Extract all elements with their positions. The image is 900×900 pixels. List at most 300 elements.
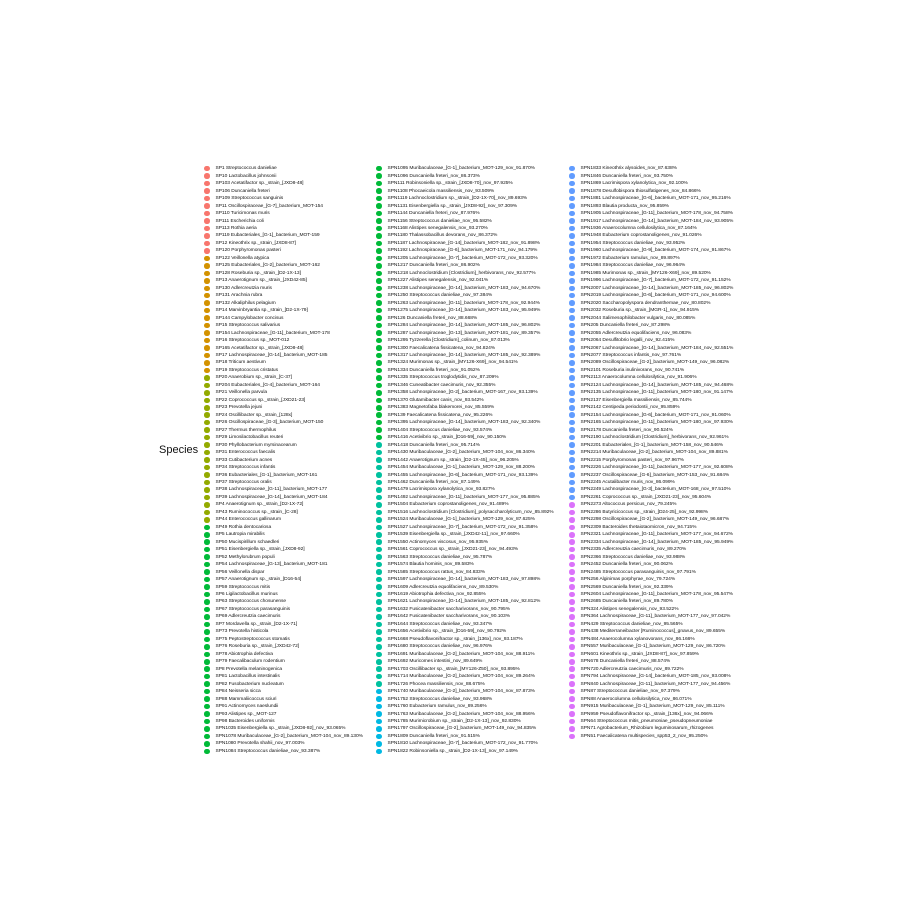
legend-entry <box>204 553 275 560</box>
legend-label: SPN324 Alistipes senegalensis_nov_93.522% <box>580 606 679 612</box>
legend-label: SP119 Eubacteriales_[G-1]_bacterium_MOT-159 <box>215 233 320 239</box>
legend-entry <box>376 277 488 284</box>
legend-swatch <box>204 286 210 292</box>
legend-label: SPN2335 Adlercreutzia caecimuris_nov_89.270% <box>580 547 687 553</box>
legend-entry <box>204 583 270 590</box>
legend-label: SP154 Lachnospiraceae_[G-11]_bacterium_MOT-178 <box>215 330 330 336</box>
legend-swatch <box>204 659 210 665</box>
legend-label: SP103 Acetatifactor sp._strain_[JXD8-48] <box>215 181 304 187</box>
legend-entry <box>204 718 275 725</box>
legend-label: SP79 Faecalibaculum rodentium <box>215 659 285 665</box>
legend-swatch <box>376 547 382 553</box>
legend-swatch <box>569 465 575 471</box>
legend-entry <box>204 486 327 493</box>
legend-swatch <box>569 203 575 209</box>
legend-label: SPN1492 Lachnospiraceae_[G-11]_bacterium_MOT-177_nov_95.885% <box>387 494 540 500</box>
legend-entry <box>204 202 323 209</box>
legend-swatch <box>204 525 210 531</box>
legend-label: SPN1585 Streptococcus rattus_nov_84.833% <box>387 569 486 575</box>
legend-swatch <box>376 450 382 456</box>
legend-swatch <box>569 256 575 262</box>
legend-label: SPN2067 Lachnospiraceae_[G-14]_bacterium_MOT-184_nov_92.551% <box>580 345 734 351</box>
legend-label: SPN2366 Streptococcus danieliae_nov_93.988% <box>580 554 686 560</box>
legend-entry <box>204 695 276 702</box>
legend-label: SPN2321 Lachnospiraceae_[G-11]_bacterium_MOT-177_nov_94.672% <box>580 532 733 538</box>
legend-entry <box>569 673 731 680</box>
legend-entry <box>569 202 669 209</box>
legend-label: SPN51 Faecalicatena multispecies_spp53_2_nov_95.250% <box>580 733 708 739</box>
legend-swatch <box>376 420 382 426</box>
legend-label: SPN438 Mediterraneibacter [Ruminococcus]_gnavus_nov_89.655% <box>580 629 726 635</box>
legend-label: SP109 Streptococcus sanguinis <box>215 196 284 202</box>
legend-label: SPN1878 Desulfobispora thiosulfatigenes_nov_84.866% <box>580 188 701 194</box>
legend-entry <box>376 292 492 299</box>
legend-label: SP6 Ligilactobacillus murinus <box>215 592 278 598</box>
legend-entry <box>569 344 733 351</box>
legend-label: SP8 Prevotella melaninogenica <box>215 666 283 672</box>
legend-label: SP24 Oscillibacter sp._strain_[128x] <box>215 412 293 418</box>
legend-label: SPN1692 Muricomes intestini_nov_89.649% <box>387 659 483 665</box>
legend-swatch <box>569 271 575 277</box>
legend-swatch <box>376 375 382 381</box>
legend-swatch <box>204 614 210 620</box>
legend-label: SPN87 Streptococcus danieliae_nov_97.379% <box>580 689 680 695</box>
legend-label: SPN2249 Lachnospiraceae_[G-3]_bacterium_MOT-168_nov_97.510% <box>580 487 731 493</box>
legend-swatch <box>376 435 382 441</box>
legend-swatch <box>204 592 210 598</box>
legend-entry <box>376 434 506 441</box>
legend-label: SPN1324 Murimonas sp._strain_[MY126-X69]_nov_94.541% <box>387 360 518 366</box>
legend-entry <box>376 240 540 247</box>
legend-swatch <box>376 345 382 351</box>
legend-swatch <box>204 405 210 411</box>
legend-swatch <box>376 338 382 344</box>
legend-entry <box>376 628 506 635</box>
legend-entry <box>376 539 488 546</box>
legend-entry <box>376 471 538 478</box>
legend-entry <box>204 576 301 583</box>
legend-entry <box>376 479 480 486</box>
legend-entry <box>569 210 733 217</box>
legend-entry <box>204 673 280 680</box>
legend-entry <box>376 329 540 336</box>
legend-swatch <box>569 584 575 590</box>
legend-entry <box>569 367 684 374</box>
legend-label: SPN2261 Coprococcus sp._strain_[JXD21-23]_nov_95.604% <box>580 494 712 500</box>
legend-swatch <box>204 719 210 725</box>
legend-label: SPN256 Alginimas porphyrae_nov_79.724% <box>580 577 676 583</box>
legend-label: SP52 Methylorubrum populi <box>215 554 275 560</box>
legend-label: SPN794 Lachnospiraceae_[G-14]_bacterium_MOT-185_nov_93.008% <box>580 674 731 680</box>
legend-swatch <box>376 173 382 179</box>
legend-entry <box>376 524 538 531</box>
legend-label: SP81 Lactobacillus intestinalis <box>215 674 280 680</box>
legend-label: SPN720 Adlercreutzia caecimuris_nov_89.722% <box>580 666 684 672</box>
legend-swatch <box>204 711 210 717</box>
legend-label: SPN1119 Lachnoclostridium sp._strain_[D2-1X-70]_nov_89.693% <box>387 196 528 202</box>
legend-label: SPN1275 Lachnospiraceae_[G-14]_bacterium_MOT-183_nov_95.949% <box>387 308 541 314</box>
legend-label: SPN1763 Muribaculaceae_[G-2]_bacterium_MOT-104_nov_88.956% <box>387 711 535 717</box>
legend-swatch <box>376 592 382 598</box>
legend-label: SPN1287 Lachnospiraceae_[G-13]_bacterium_MOT-181_nov_89.357% <box>387 330 541 336</box>
legend-label: SPN1524 Muribaculaceae_[G-1]_bacterium_MOT-129_nov_87.625% <box>387 517 535 523</box>
legend-label: SPN1418 Duncaniella freteri_nov_95.714% <box>387 442 480 448</box>
legend-label: SPN2032 Roseburia sp._strain_[MGR-1]_nov_94.915% <box>580 308 700 314</box>
legend-entry <box>569 665 684 672</box>
legend-label: SPN1217 Duncaniella freteri_nov_86.902% <box>387 263 480 269</box>
legend-entry <box>204 680 284 687</box>
legend-swatch <box>204 233 210 239</box>
legend-swatch <box>569 442 575 448</box>
legend-entry <box>569 456 684 463</box>
legend-swatch <box>204 539 210 545</box>
legend-label: SPN1917 Lachnospiraceae_[G-14]_bacterium_MOT-184_nov_93.905% <box>580 218 734 224</box>
legend-entry <box>569 471 729 478</box>
legend-label: SP204 Eubacteriales_[G-4]_bacterium_MOT-164 <box>215 382 320 388</box>
legend-label: SPN1597 Lachnospiraceae_[G-14]_bacterium_MOT-183_nov_97.898% <box>387 577 541 583</box>
legend-swatch <box>376 577 382 583</box>
legend-label: SPN1144 Duncaniella freteri_nov_87.976% <box>387 211 480 217</box>
legend-entry <box>569 337 674 344</box>
legend-entry <box>204 367 278 374</box>
legend-swatch <box>569 696 575 702</box>
legend-label: SPN2019 Lachnospiraceae_[G-6]_bacterium_MOT-171_nov_94.600% <box>580 293 731 299</box>
legend-label: SPN2685 Duncaniella freteri_nov_89.780% <box>580 599 673 605</box>
legend-label: SPN1504 Eubacterium coprostanoligenes_nov_91.489% <box>387 502 509 508</box>
legend-label: SP122 Veillonella atypica <box>215 255 270 261</box>
legend-swatch <box>569 674 575 680</box>
legend-label: SPN2334 Lachnospiraceae_[G-14]_bacterium_MOT-185_nov_95.949% <box>580 539 734 545</box>
legend-entry <box>204 374 292 381</box>
legend-entry <box>376 643 492 650</box>
legend-label: SPN1035 Eisenbergiella sp._strain_[JXD8-92]_nov_93.065% <box>215 726 346 732</box>
legend-swatch <box>204 338 210 344</box>
legend-label: SPN2215 Porphyromonas pasteri_nov_97.967% <box>580 457 684 463</box>
legend-swatch <box>376 211 382 217</box>
legend-swatch <box>376 286 382 292</box>
legend-label: SPN2165 Lachnospiraceae_[G-11]_bacterium_MOT-180_nov_97.930% <box>580 420 733 426</box>
legend-label: SP144 Campylobacter concisus <box>215 315 284 321</box>
legend-entry <box>204 591 278 598</box>
legend-swatch <box>569 450 575 456</box>
legend-label: SP38 Lachnospiraceae_[G-11]_bacterium_MOT-177 <box>215 487 328 493</box>
legend-swatch <box>376 472 382 478</box>
legend-label: SPN1936 Anaerocolumna cellulosilytica_nov_87.164% <box>580 225 697 231</box>
legend-entry <box>569 329 691 336</box>
legend-entry <box>569 314 695 321</box>
legend-entry <box>376 613 510 620</box>
legend-label: SPN1168 Alistipes senegalensis_nov_93.270% <box>387 225 488 231</box>
legend-swatch <box>204 577 210 583</box>
legend-swatch <box>569 218 575 224</box>
legend-swatch <box>204 622 210 628</box>
legend-label: SPN1833 Kineothrix alysoides_nov_87.638% <box>580 166 677 172</box>
legend-label: SP31 Enterococcus faecalis <box>215 450 276 456</box>
legend-entry <box>376 703 487 710</box>
legend-label: SPN1809 Duncaniella freteri_nov_91.515% <box>387 733 480 739</box>
legend-entry <box>376 426 492 433</box>
legend-label: SPN2569 Duncaniella freteri_nov_92.339% <box>580 584 673 590</box>
legend-label: SP113 Rothia aeria <box>215 225 257 231</box>
legend-label: SPN2178 Duncaniella freteri_nov_90.524% <box>580 427 673 433</box>
legend-swatch <box>204 166 210 172</box>
legend-swatch <box>204 293 210 299</box>
legend-entry <box>376 464 535 471</box>
legend-label: SPN1205 Lachnospiraceae_[G-7]_bacterium_MOT-172_nov_93.320% <box>387 255 538 261</box>
legend-swatch <box>569 345 575 351</box>
legend-entry <box>376 322 540 329</box>
legend-swatch <box>376 689 382 695</box>
legend-label: SP21 Veillonella parvula <box>215 390 268 396</box>
legend-label: SP11 Oscillospiraceae_[G-7]_bacterium_MOT-154 <box>215 203 323 209</box>
legend-label: SP27 Thermus thermophilus <box>215 427 277 433</box>
legend-swatch <box>376 457 382 463</box>
legend-swatch <box>569 375 575 381</box>
legend-entry <box>376 172 480 179</box>
legend-label: SP131 Arachnia rubra <box>215 293 263 299</box>
legend-swatch <box>376 652 382 658</box>
legend-swatch <box>569 614 575 620</box>
legend-label: SPN1462 Duncaniella freteri_nov_87.149% <box>387 479 480 485</box>
legend-entry <box>569 359 729 366</box>
legend-swatch <box>569 577 575 583</box>
legend-swatch <box>376 734 382 740</box>
legend-label: SP50 Mucispirillum schaedleri <box>215 539 280 545</box>
legend-entry <box>204 217 264 224</box>
legend-swatch <box>376 741 382 747</box>
legend-swatch <box>569 607 575 613</box>
legend-entry <box>376 187 494 194</box>
legend-label: SPN840 Lachnospiraceae_[G-11]_bacterium_MOT-177_nov_94.456% <box>580 681 731 687</box>
legend-swatch <box>569 412 575 418</box>
legend-label: SP59 Streptococcus mitis <box>215 584 271 590</box>
legend-label: SPN2298 Oscillospiraceae_[G-2]_bacterium_MOT-149_nov_96.687% <box>580 517 730 523</box>
legend-entry <box>204 524 271 531</box>
legend-label: SP57 Anaerotignum sp._strain_[D16-54] <box>215 577 302 583</box>
legend-swatch <box>569 525 575 531</box>
legend-label: SPN1797 Oscillospiraceae_[G-2]_bacterium_MOT-149_nov_94.835% <box>387 726 537 732</box>
legend-label: SP5 Lautropia mirabilis <box>215 532 265 538</box>
legend-label: SP98 Bacteroides uniformis <box>215 719 275 724</box>
legend-label: SPN1668 Pseudoflavonifractor sp._strain_[136x]_nov_93.187% <box>387 636 523 642</box>
legend-label: SPN2245 Acutalibacter muris_nov_86.099% <box>580 479 675 485</box>
legend-entry <box>569 598 673 605</box>
legend-entry <box>376 501 509 508</box>
legend-label: SPN1078 Muribaculaceae_[G-2]_bacterium_MOT-104_nov_89.130% <box>215 733 363 739</box>
legend-entry <box>204 322 280 329</box>
legend-label: SPN1395 Lachnospiraceae_[G-14]_bacterium_MOT-183_nov_92.340% <box>387 420 541 426</box>
legend-swatch <box>376 330 382 336</box>
legend-entry <box>569 583 673 590</box>
legend-label: SP69 Adlercreutzia caecimuris <box>215 614 281 620</box>
legend-swatch <box>376 368 382 374</box>
legend-entry <box>376 651 535 658</box>
legend-swatch <box>569 659 575 665</box>
legend-label: SP29 Limosilactobacillus reuteri <box>215 435 284 441</box>
legend-swatch <box>204 345 210 351</box>
legend-entry <box>569 195 731 202</box>
legend-swatch <box>376 607 382 613</box>
legend-label: SPN1084 Streptococcus danieliae_nov_93.387% <box>215 748 321 754</box>
legend-label: SPN1404 Streptococcus danieliae_nov_93.574% <box>387 427 493 433</box>
legend-entry <box>204 180 303 187</box>
legend-entry <box>569 501 676 508</box>
legend-swatch <box>204 256 210 262</box>
legend-swatch <box>376 666 382 672</box>
legend-label: SPN64 Streptococcus mitis_pneumoniae_pseudopneumoniae <box>580 719 713 724</box>
legend-swatch <box>204 666 210 672</box>
legend-entry <box>569 307 699 314</box>
legend-entry <box>569 225 697 232</box>
legend-swatch <box>569 315 575 321</box>
legend-swatch <box>569 510 575 516</box>
legend-swatch <box>204 360 210 366</box>
legend-label: SP88 Mammaliicoccus sciuri <box>215 696 277 702</box>
legend-swatch <box>376 315 382 321</box>
legend-label: SPN1539 Eisenbergiella sp._strain_[JXD42-11]_nov_97.660% <box>387 532 520 538</box>
legend-label: SPN2113 Anaerocolumna cellulosilytica_nov_91.906% <box>580 375 697 381</box>
legend-label: SP110 Turicimonas muris <box>215 211 270 217</box>
legend-swatch <box>569 383 575 389</box>
legend-swatch <box>204 248 210 254</box>
legend-label: SP44 Enterococcus gallinarum <box>215 517 281 523</box>
legend-swatch <box>376 383 382 389</box>
legend-label: SP120 Porphyromonas pasteri <box>215 248 281 254</box>
legend-label: SPN1479 Lacrimispora xylanolytica_nov_93.827% <box>387 487 495 493</box>
legend-entry <box>204 643 299 650</box>
legend-entry <box>376 397 484 404</box>
legend-swatch <box>569 278 575 284</box>
legend-entry <box>376 337 510 344</box>
legend-label: SP125 Eubacteriales_[G-2]_bacterium_MOT-162 <box>215 263 320 269</box>
legend-label: SPN1080 Prevotella shahii_nov_97.003% <box>215 741 305 747</box>
legend-label: SPN1954 Streptococcus danieliae_nov_93.952% <box>580 240 686 246</box>
legend-swatch <box>376 427 382 433</box>
legend-label: SPN2101 Roseburia inulinivorans_nov_90.741% <box>580 367 685 373</box>
legend-entry <box>376 307 540 314</box>
legend-swatch <box>569 629 575 635</box>
legend-entry <box>569 546 686 553</box>
legend-swatch <box>569 181 575 187</box>
legend-label: SP13 Anaerotignum sp._strain_[JXD42-85] <box>215 278 307 284</box>
legend-label: SP84 Neisseria sicca <box>215 689 261 695</box>
legend-label: SPN1383 Magnetofaba blakemorei_nov_85.559% <box>387 405 495 411</box>
legend-label: SPN71 Agrobacterium_Rhizobium leguminosarum_rhizogenes <box>580 726 714 732</box>
legend-swatch <box>569 599 575 605</box>
legend-swatch <box>204 457 210 463</box>
legend-label: SPN2007 Lachnospiraceae_[G-14]_bacterium_MOT-185_nov_96.802% <box>580 285 734 291</box>
legend-entry <box>569 412 731 419</box>
legend-entry <box>569 180 688 187</box>
legend-swatch <box>204 629 210 635</box>
legend-swatch <box>204 599 210 605</box>
legend-swatch <box>569 734 575 740</box>
legend-entry <box>204 606 290 613</box>
legend-swatch <box>376 233 382 239</box>
legend-label: SPN111 Robinsoniella sp._strain_[JXD8-70]_nov_97.925% <box>387 181 513 187</box>
legend-entry <box>204 232 320 239</box>
legend-entry <box>569 553 685 560</box>
legend-swatch <box>204 696 210 702</box>
legend-swatch <box>204 726 210 732</box>
legend-label: SPN1632 Fusicatenibacter saccharivorans_nov_90.795% <box>387 606 511 612</box>
legend-label: SP76 Roseburia sp._strain_[JXD42-72] <box>215 644 300 650</box>
legend-label: SPN1180 Thalassobacillus devorans_nov_86.372% <box>387 233 498 239</box>
legend-entry <box>569 531 733 538</box>
legend-swatch <box>376 308 382 314</box>
legend-swatch <box>569 569 575 575</box>
legend-label: SPN1642 Fusicatenibacter saccharivorans_nov_90.103% <box>387 614 511 620</box>
legend-swatch <box>569 644 575 650</box>
legend-swatch <box>204 510 210 516</box>
legend-entry <box>204 665 282 672</box>
legend-entry <box>569 591 733 598</box>
legend-swatch <box>376 256 382 262</box>
legend-swatch <box>569 539 575 545</box>
legend-swatch <box>569 308 575 314</box>
legend-swatch <box>204 271 210 277</box>
legend-swatch <box>204 308 210 314</box>
legend-entry <box>569 621 683 628</box>
legend-entry <box>376 636 523 643</box>
legend-label: SP30 Phyllobacterium myrsinacearum <box>215 442 297 448</box>
legend-entry <box>204 419 323 426</box>
legend-entry <box>569 718 712 725</box>
legend-entry <box>376 688 535 695</box>
legend-label: SPN1192 Lachnospiraceae_[G-6]_bacterium_MOT-171_nov_94.179% <box>387 248 538 254</box>
legend-entry <box>204 165 277 172</box>
legend-entry <box>204 464 275 471</box>
legend-swatch <box>569 173 575 179</box>
legend-entry <box>376 419 540 426</box>
legend-swatch <box>569 300 575 306</box>
legend-swatch <box>376 442 382 448</box>
legend-label: SPN1527 Lachnospiraceae_[G-7]_bacterium_MOT-172_nov_91.358% <box>387 524 538 530</box>
legend-entry <box>569 434 729 441</box>
legend-label: SPN1691 Muribaculaceae_[G-2]_bacterium_MOT-104_nov_88.911% <box>387 651 535 657</box>
legend-label: SP49 Rothia dentocariosa <box>215 524 272 530</box>
legend-label: SP130 Adlercreutzia muris <box>215 285 272 291</box>
legend-entry <box>376 232 497 239</box>
legend-entry <box>204 658 285 665</box>
legend-entry <box>376 412 492 419</box>
legend-label: SPN1893 Blautia producta_nov_95.859% <box>580 203 669 209</box>
legend-entry <box>376 733 480 740</box>
legend-entry <box>204 539 279 546</box>
legend-swatch <box>376 517 382 523</box>
legend-swatch <box>376 278 382 284</box>
legend-swatch <box>569 495 575 501</box>
legend-entry <box>569 725 713 732</box>
legend-label: SPN1972 Eubacterium ramulus_nov_89.897% <box>580 255 680 261</box>
legend-label: SPN1416 Acetivibrio sp._strain_[D16-59]_nov_90.150% <box>387 435 507 441</box>
legend-label: SPN1263 Lachnospiraceae_[G-11]_bacterium_MOT-178_nov_92.944% <box>387 300 540 306</box>
legend-entry <box>376 247 537 254</box>
legend-label: SPN915 Muribaculaceae_[G-1]_bacterium_MOT-129_nov_85.111% <box>580 704 725 710</box>
legend-entry <box>376 568 485 575</box>
legend-label: SPN2064 Desulfitobrio legalli_nov_92.415% <box>580 338 675 344</box>
legend-swatch <box>376 711 382 717</box>
legend-swatch <box>569 517 575 523</box>
legend-swatch <box>376 562 382 568</box>
legend-swatch <box>204 353 210 359</box>
legend-swatch <box>376 532 382 538</box>
legend-label: SP7 Mordavella sp._strain_[D2-1X-71] <box>215 621 298 627</box>
legend-entry <box>204 352 327 359</box>
legend-entry <box>204 516 281 523</box>
legend-title: Species <box>159 444 199 456</box>
legend-entry <box>569 262 685 269</box>
